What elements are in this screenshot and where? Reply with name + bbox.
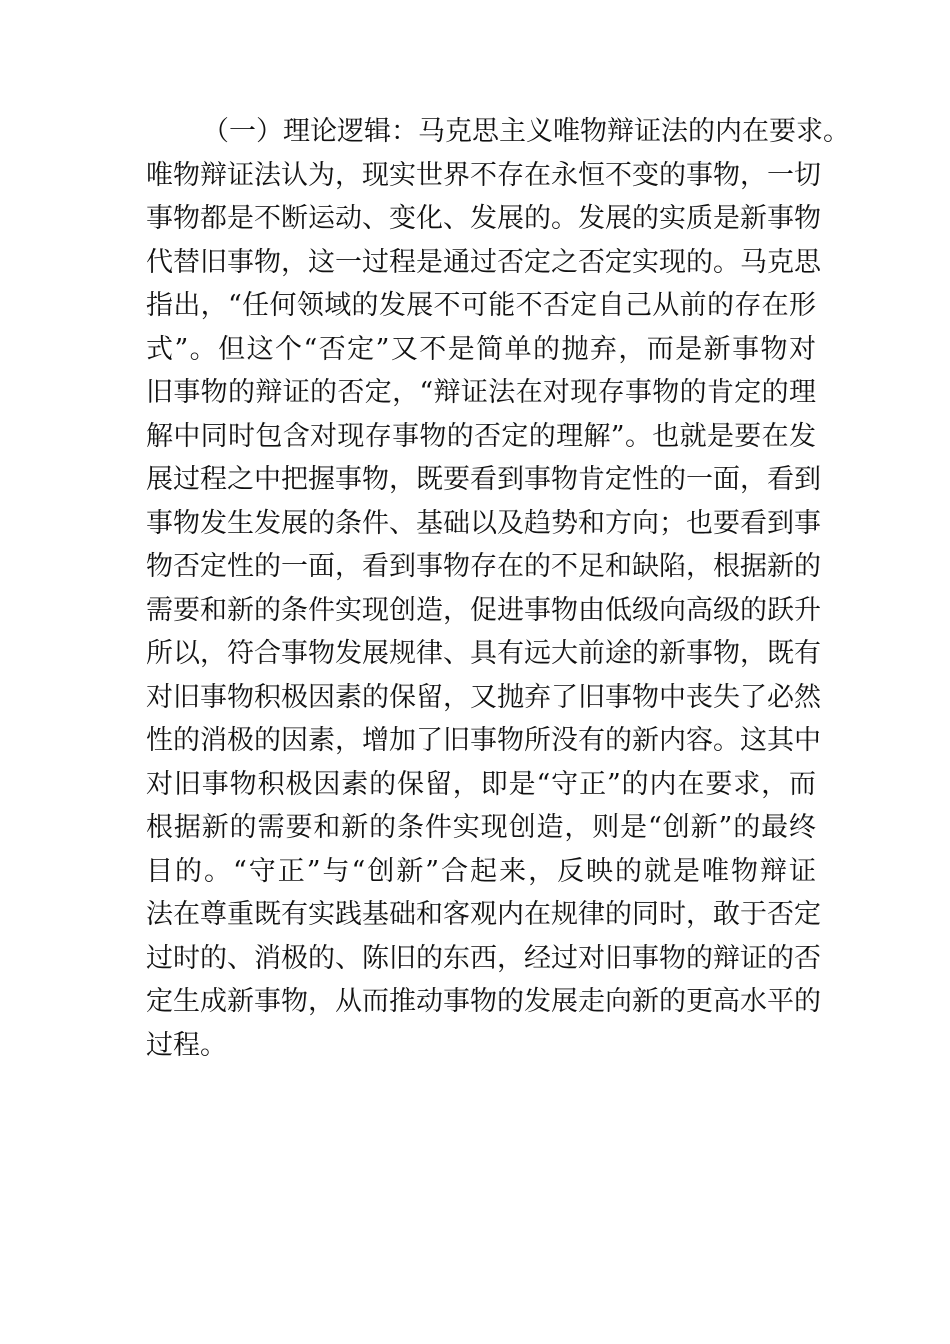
paragraph-line: 对旧事物积极因素的保留，又抛弃了旧事物中丧失了必然 bbox=[146, 681, 821, 713]
paragraph-line: 对旧事物积极因素的保留，即是“守正”的内在要求，而 bbox=[146, 768, 816, 800]
paragraph-line: 式”。但这个“否定”又不是简单的抛弃，而是新事物对 bbox=[146, 333, 816, 365]
paragraph-line: 展过程之中把握事物，既要看到事物肯定性的一面，看到 bbox=[146, 464, 821, 495]
paragraph-line: 过程。 bbox=[146, 1029, 227, 1061]
paragraph-line: 所以，符合事物发展规律、具有远大前途的新事物，既有 bbox=[146, 638, 821, 669]
paragraph-line: 事物都是不断运动、变化、发展的。发展的实质是新事物 bbox=[146, 203, 821, 234]
paragraph-line: 物否定性的一面，看到事物存在的不足和缺陷，根据新的 bbox=[146, 551, 821, 582]
body-paragraph bbox=[146, 110, 850, 1067]
paragraph-line: 法在尊重既有实践基础和客观内在规律的同时，敢于否定 bbox=[146, 899, 821, 930]
paragraph-line: （一）理论逻辑：马克思主义唯物辩证法的内在要求。 bbox=[202, 116, 850, 147]
paragraph-line: 事物发生发展的条件、基础以及趋势和方向；也要看到事 bbox=[146, 507, 821, 539]
paragraph-line: 目的。“守正”与“创新”合起来，反映的就是唯物辩证 bbox=[146, 855, 816, 887]
paragraph-line: 解中同时包含对现存事物的否定的理解”。也就是要在发 bbox=[146, 420, 816, 452]
paragraph-line: 指出，“任何领域的发展不可能不否定自己从前的存在形 bbox=[146, 290, 816, 321]
paragraph-line: 性的消极的因素，增加了旧事物所没有的新内容。这其中 bbox=[146, 725, 821, 756]
paragraph-line: 代替旧事物，这一过程是通过否定之否定实现的。马克思 bbox=[146, 246, 821, 278]
paragraph-line: 旧事物的辩证的否定，“辩证法在对现存事物的肯定的理 bbox=[146, 377, 816, 408]
paragraph-line: 唯物辩证法认为，现实世界不存在永恒不变的事物，一切 bbox=[146, 159, 821, 191]
paragraph-line: 过时的、消极的、陈旧的东西，经过对旧事物的辩证的否 bbox=[146, 942, 821, 974]
paragraph-line: 定生成新事物，从而推动事物的发展走向新的更高水平的 bbox=[146, 986, 821, 1017]
paragraph-line: 需要和新的条件实现创造，促进事物由低级向高级的跃升 bbox=[146, 594, 821, 626]
paragraph-line: 根据新的需要和新的条件实现创造，则是“创新”的最终 bbox=[146, 812, 816, 843]
